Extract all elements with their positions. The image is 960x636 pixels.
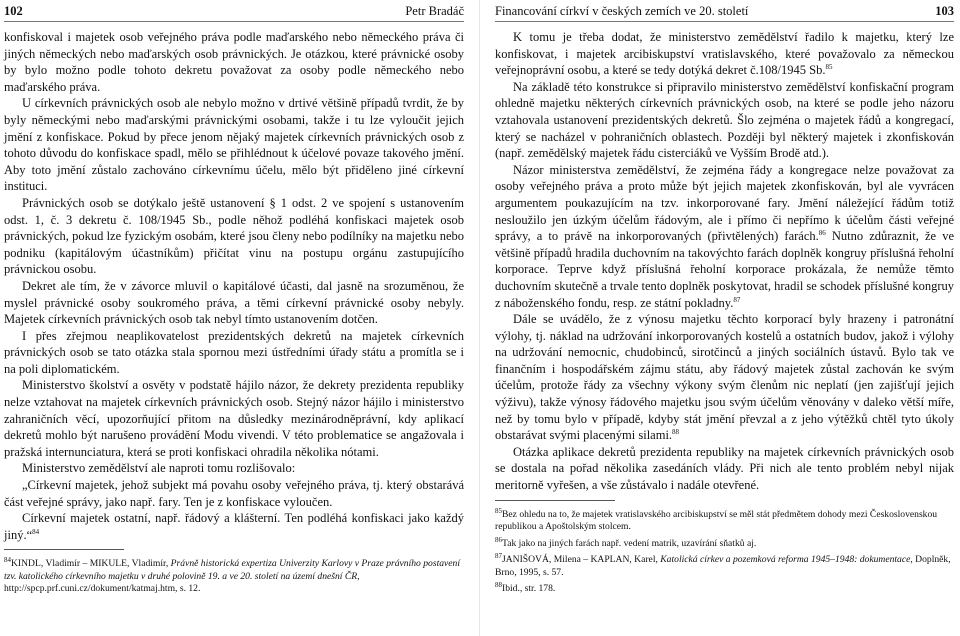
footnote-divider [4, 549, 124, 550]
right-page-header [495, 0, 954, 22]
footnote-mark: 85 [825, 63, 833, 72]
footnote [495, 534, 954, 551]
left-page-body [4, 29, 464, 543]
paragraph-text: K tomu je třeba dodat, že ministerstvo zemědělství řadilo k majetku, který lze konfiskovat, i majetek arcibiskupství vratislavského, které považovalo za německou veřejnoprávní osobu, a které se tedy dotýká dekret č.108/1945 Sb. [495, 30, 954, 78]
paragraph-with-footnote [4, 510, 464, 543]
paragraph: I přes zřejmou neaplikovatelost prezidentských dekretů na majetek církevních právnických osob se tato otázka stala spornou mezi ústředními úřady státu a promítla se i na poli diplomatickém. [4, 328, 464, 376]
paragraph: Otázka aplikace dekretů prezidenta republiky na majetek církevních právnických osob se dostala na pořad několika zasedáních vlády. Při nich ale tento problém nebyl nijak meritorně vyřešen, a vše zůstávalo i nadále otevřené. [495, 444, 954, 493]
footnote [495, 505, 954, 534]
footnote-number: 87 [495, 552, 502, 561]
paragraph-text: Nutno zdůraznit, že ve většině případů hradila duchovním na takovýchto farách doplněk kongruy příslušná řeholní korporace. Teprve když příslušná řeholní korporace prokázala, že nemůže těmto duchovním skutečně a trvale tento doplněk poskytovat, hradil se schodek příslušné kongruy z náboženského fondu, resp. ze státní pokladny. [495, 229, 954, 310]
footnote-url[interactable]: http://spcp.prf.cuni.cz/dokument/katmaj.htm, s. 12. [4, 583, 201, 595]
footnote [495, 579, 954, 596]
footnote-mark: 87 [733, 295, 741, 304]
footnote-number: 86 [495, 535, 502, 544]
paragraph: konfiskoval i majetek osob veřejného práva podle maďarského nebo německého práva či jiných německých nebo maďarských osob právnických. Je otázkou, které právnické osoby by bylo možno podle tohoto dekretu považovat za osoby podle německého nebo maďarského práva. [4, 30, 464, 94]
paragraph-with-footnote [495, 29, 954, 79]
paragraph: Ministerstvo školství a osvěty v podstatě hájilo názor, že dekrety prezidenta republiky nelze vztahovat na majetek církevních právnických osob. Stejný názor hájilo i ministerstvo zahraničních věcí, upozorňující přitom na důsledky mezinárodněprávní, kdy aplikací dekretů mohlo být narušeno provádění Modu vivendi. V této problematice se angažovala i pražská internunciatura, která se proti konfiskaci ohradila několika nótami. [4, 378, 464, 459]
running-head: Financování církví v českých zemích ve 20. století [495, 4, 749, 18]
right-page-body [495, 29, 954, 494]
footnote-title: Právně historická expertiza Univerzity Karlovy v Praze právního postavení tzv. katolického církevního majetku v druhé polovině 19. a ve 20. století na území dnešní ČR, [4, 558, 461, 582]
paragraph: Ministerstvo zemědělství ale naproti tomu rozlišovalo: [22, 461, 296, 476]
footnote-text: Ibid., str. 178. [502, 583, 556, 595]
paragraph: Právnických osob se dotýkalo ještě ustanovení § 1 odst. 2 ve spojení s ustanovením odst. 1, č. 3 dekretu č. 108/1945 Sb., podle něhož podléhá konfiskaci majetek osob právnických, pokud lze fyzickým osobám, které jsou členy nebo podílníky na majetku nebo podniku (kapitálovým účastníkům) přičítat vinu na postupu orgánu zastupujícího právnickou osobu. [4, 195, 464, 277]
paragraph-with-footnote [495, 311, 954, 444]
paragraph: „Církevní majetek, jehož subjekt má povahu osoby veřejného práva, tj. který obstarává část veřejné správy, jako např. fary. Ten je z konfiskace vyloučen. [4, 478, 464, 509]
footnote-number: 85 [495, 506, 502, 515]
footnote-text: Bez ohledu na to, že majetek vratislavského arcibiskupství se měl stát předmětem dohody mezi Československou republikou a Apoštolským stolcem. [495, 508, 938, 533]
footnote-authors: KINDL, Vladimír – MIKULE, Vladimír, [11, 558, 171, 570]
left-page-header [4, 0, 464, 22]
paragraph-text: Názor ministerstva zemědělství, že zejména řády a kongregace nelze považovat za osoby veřejného práva a proto může být jejich majetek zkonfiskován, byl ale vyvrácen argumentem poukazujícím na tzv. inkorporované fary. Jmění náležející řádům totiž nesloužilo jen úzkým účelům řádovým, ale i přímo či nepřímo k účelům části veřejné správy, a to právě na inkorporovaných (přivtělených) farách. [495, 162, 954, 244]
footnote-number: 88 [495, 581, 502, 590]
paragraph: Dekret ale tím, že v závorce mluvil o kapitálové účasti, dal jasně na srozuměnou, že myslel právnické osoby soukromého práva, a těmi církevní právnické osoby nebyly. Majetek církevních právnických osob tak nebyl tímto ustanovením dotčen. [4, 278, 464, 327]
paragraph: U církevních právnických osob ale nebylo možno v drtivé většině případů tvrdit, že by byly německými nebo maďarskými právnickými osobami, takže i tu lze vyloučit jejich jmění z konfiskace. Pokud by přece jenom nějaký majetek církevních právnických osob z tohoto důvodu do konfiskace spadl, mělo se přihlédnout k účelové povaze takového jmění. Aby toto jmění zůstalo zachováno církevnímu účelu, mělo být přiděleno jiné církevní instituci. [4, 96, 464, 194]
footnote-title: Katolická církev a pozemková reforma 1945–1948: dokumentace [660, 554, 911, 566]
page-number: 102 [4, 4, 23, 18]
footnote-mark: 86 [818, 228, 826, 237]
footnote-divider [495, 500, 615, 501]
footnote-mark: 88 [672, 428, 680, 437]
footnote [4, 554, 464, 595]
right-page [480, 0, 960, 636]
paragraph: Na základě této konstrukce si připravilo ministerstvo zemědělství konfiskační program ohledně majetku některých církevních právnických osob, na které se podle jeho názoru vztahovala ustanovení prezidentských dekretů. Šlo zejména o majetek řádů a kongregací, který se nacházel v pohraničních oblastech. Později byl některý majetek i zkonfiskován (např. zemědělský majetek řádu cisterciáků ve Vyšším Brodě atd.). [495, 79, 954, 161]
footnote-authors: JANIŠOVÁ, Milena – KAPLAN, Karel, [502, 554, 661, 566]
footnote [495, 550, 954, 579]
running-head: Petr Bradáč [405, 4, 464, 18]
paragraph-with-footnote [495, 162, 954, 311]
footnote-text: Tak jako na jiných farách např. vedení matrik, uzavírání sňatků aj. [502, 537, 757, 549]
paragraph-text: Dále se uvádělo, že z výnosu majetku těchto korporací byly hrazeny i patronátní výlohy, tj. náklad na udržování inkorporovaných kostelů a ostatních budov, jakož i výlohy na udržování nemocnic, chudobinců, sirotčinců a jiných sociálních ústavů. Bylo tak ve finančním i hospodářském zájmu státu, aby řádový majetek zůstal zachován ke svým účelům, protože řády za všechny výkony svým členům nic neplatí (jen zajišťují jejich výživu), takže výnosy řádového majetku jsou svým účelům věnovány v daleko větší míře, než by tomu bylo v případě, kdyby stát jmění převzal a z jeho výtěžků chtěl tyto úkoly obstarávat svými placenými silami. [495, 312, 954, 443]
footnote-rest: , Doplněk, Brno, 1995, s. 57. [495, 554, 951, 578]
footnote-mark: 84 [32, 527, 40, 536]
footnote-number: 84 [4, 556, 11, 565]
paragraph-text: Církevní majetek ostatní, např. řádový a klášterní. Ten podléhá konfiskaci jako každý jiný.“ [4, 511, 464, 542]
page-number: 103 [935, 4, 954, 18]
